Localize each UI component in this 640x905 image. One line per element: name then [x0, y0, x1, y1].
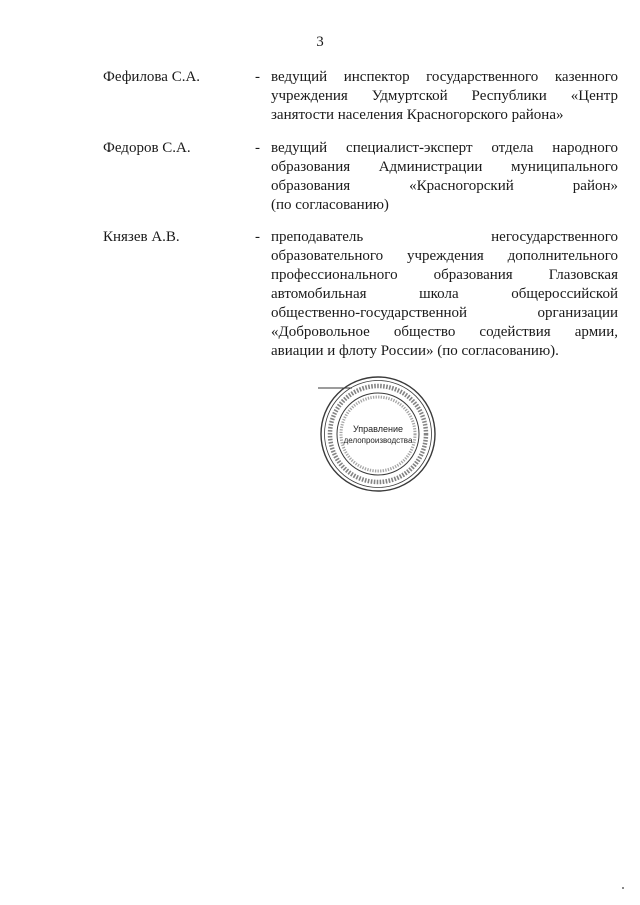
- position-line: авиации и флоту России» (по согласованию).: [271, 343, 559, 359]
- position-line: образования Администрации муниципального: [271, 159, 618, 175]
- person-name: Федоров С.А.: [103, 140, 191, 156]
- position-line: учреждения Удмуртской Республики «Центр: [271, 88, 618, 104]
- person-position: [271, 68, 618, 125]
- position-line: (по согласованию): [271, 197, 389, 213]
- position-line: преподаватель негосударственного: [271, 229, 618, 245]
- separator-dash: -: [255, 69, 260, 85]
- list-entry-fedorov: [103, 139, 618, 217]
- position-line: занятости населения Красногорского района»: [271, 107, 564, 123]
- person-position: [271, 228, 618, 361]
- separator-dash: -: [255, 229, 260, 245]
- position-line: автомобильная школа общероссийской: [271, 286, 618, 302]
- list-entry-knyazev: [103, 228, 618, 363]
- scan-speck: [622, 887, 624, 889]
- person-position: [271, 139, 618, 215]
- page-number: 3: [316, 34, 324, 50]
- person-name: Фефилова С.А.: [103, 69, 201, 85]
- position-line: образования «Красногорский район»: [271, 178, 618, 194]
- position-line: ведущий специалист-эксперт отдела народного: [271, 140, 618, 156]
- separator-dash: -: [255, 140, 260, 156]
- stamp-center-line-1: Управление: [352, 424, 404, 434]
- person-name: Князев А.В.: [103, 229, 180, 245]
- list-entry-fefilova: [103, 68, 618, 128]
- stamp-center-line-2: делопроизводства: [343, 436, 413, 445]
- position-line: ведущий инспектор государственного казенного: [271, 69, 618, 85]
- official-stamp: [318, 374, 438, 494]
- position-line: общественно-государственной организации: [271, 305, 618, 321]
- position-line: образовательного учреждения дополнительного: [271, 248, 618, 264]
- stamp-seal-icon: [318, 374, 438, 494]
- position-line: «Добровольное общество содействия армии,: [271, 324, 618, 340]
- position-line: профессионального образования Глазовская: [271, 267, 618, 283]
